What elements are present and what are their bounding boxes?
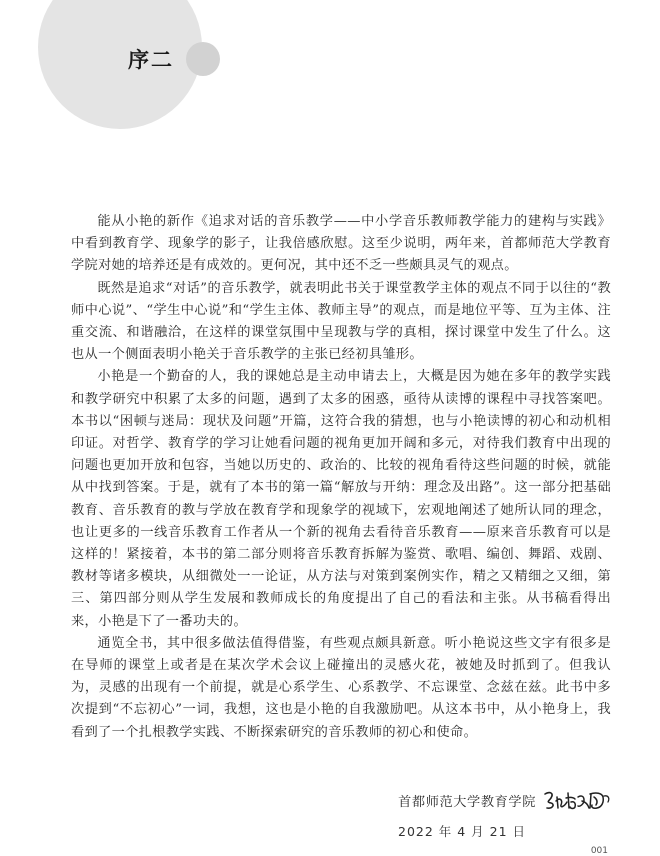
preface-body (71, 211, 611, 744)
paragraph-3: 小艳是一个勤奋的人，我的课她总是主动申请去上，大概是因为她在多年的教学实践和教学研究中积累了太多的问题，遇到了太多的困惑，亟待从读博的课程中寻找答案吧。本书以“困顿与迷局：现状及问题”开篇，这符合我的猜想，也与小艳读博的初心和动机相印证。对哲学、教育学的学习让她看问题的视角更加开阔和多元，对待我们教育中出现的问题也更加开放和包容，当她以历史的、政治的、比较的视角看待这些问题的时候，就能从中找到答案。于是，就有了本书的第一篇“解放与开纳：理念及出路”。这一部分把基础教育、音乐教育的教与学放在教育学和现象学的视域下，宏观地阐述了她所认同的理念，也让更多的一线音乐教育工作者从一个新的视角去看待音乐教育——原来音乐教育可以是这样的！紧接着，本书的第二部分则将音乐教育拆解为鉴赏、歌唱、编创、舞蹈、戏剧、教材等诸多模块，从细微处一一论证，从方法与对策到案例实作，精之又精细之又细，第三、第四部分则从学生发展和教师成长的角度提出了自己的看法和主张。从书稿看得出来，小艳是下了一番功夫的。 (71, 369, 611, 629)
page-number: 001 (590, 846, 608, 856)
page-title: 序二 (128, 47, 174, 72)
paragraph-4: 通览全书，其中很多做法值得借鉴，有些观点颇具新意。听小艳说这些文字有很多是在导师的课堂上或者是在某次学术会议上碰撞出的灵感火花，被她及时抓到了。但我认为，灵感的出现有一个前提，就是心系学生、心系教学、不忘课堂、念兹在兹。此书中多次提到“不忘初心”一词，我想，这也是小艳的自我激励吧。从这本书中，从小艳身上，我看到了一个扎根教学实践、不断探索研究的音乐教师的初心和使命。 (71, 635, 611, 740)
signature-date: 2022 年 4 月 21 日 (398, 824, 527, 839)
paragraph-2: 既然是追求“对话”的音乐教学，就表明此书关于课堂教学主体的观点不同于以往的“教师中心说”、“学生中心说”和“学生主体、教师主导”的观点，而是地位平等、互为主体、注重交流、和谐融洽，在这样的课堂氛围中呈现教与学的真相，探讨课堂中发生了什么。这也从一个侧面表明小艳关于音乐教学的主张已经初具雏形。 (71, 280, 611, 363)
decorative-circle-small (186, 42, 220, 76)
signature-block (398, 788, 612, 812)
paragraph-1: 能从小艳的新作《追求对话的音乐教学——中小学音乐教师教学能力的建构与实践》中看到教育学、现象学的影子，让我倍感欣慰。这至少说明，两年来，首都师范大学教育学院对她的培养还是有成效的。更何况，其中还不乏一些颇具灵气的观点。 (71, 214, 611, 274)
signature-organization: 首都师范大学教育学院 (398, 794, 536, 810)
handwritten-signature (542, 788, 612, 812)
decorative-circle-large (38, 0, 202, 129)
